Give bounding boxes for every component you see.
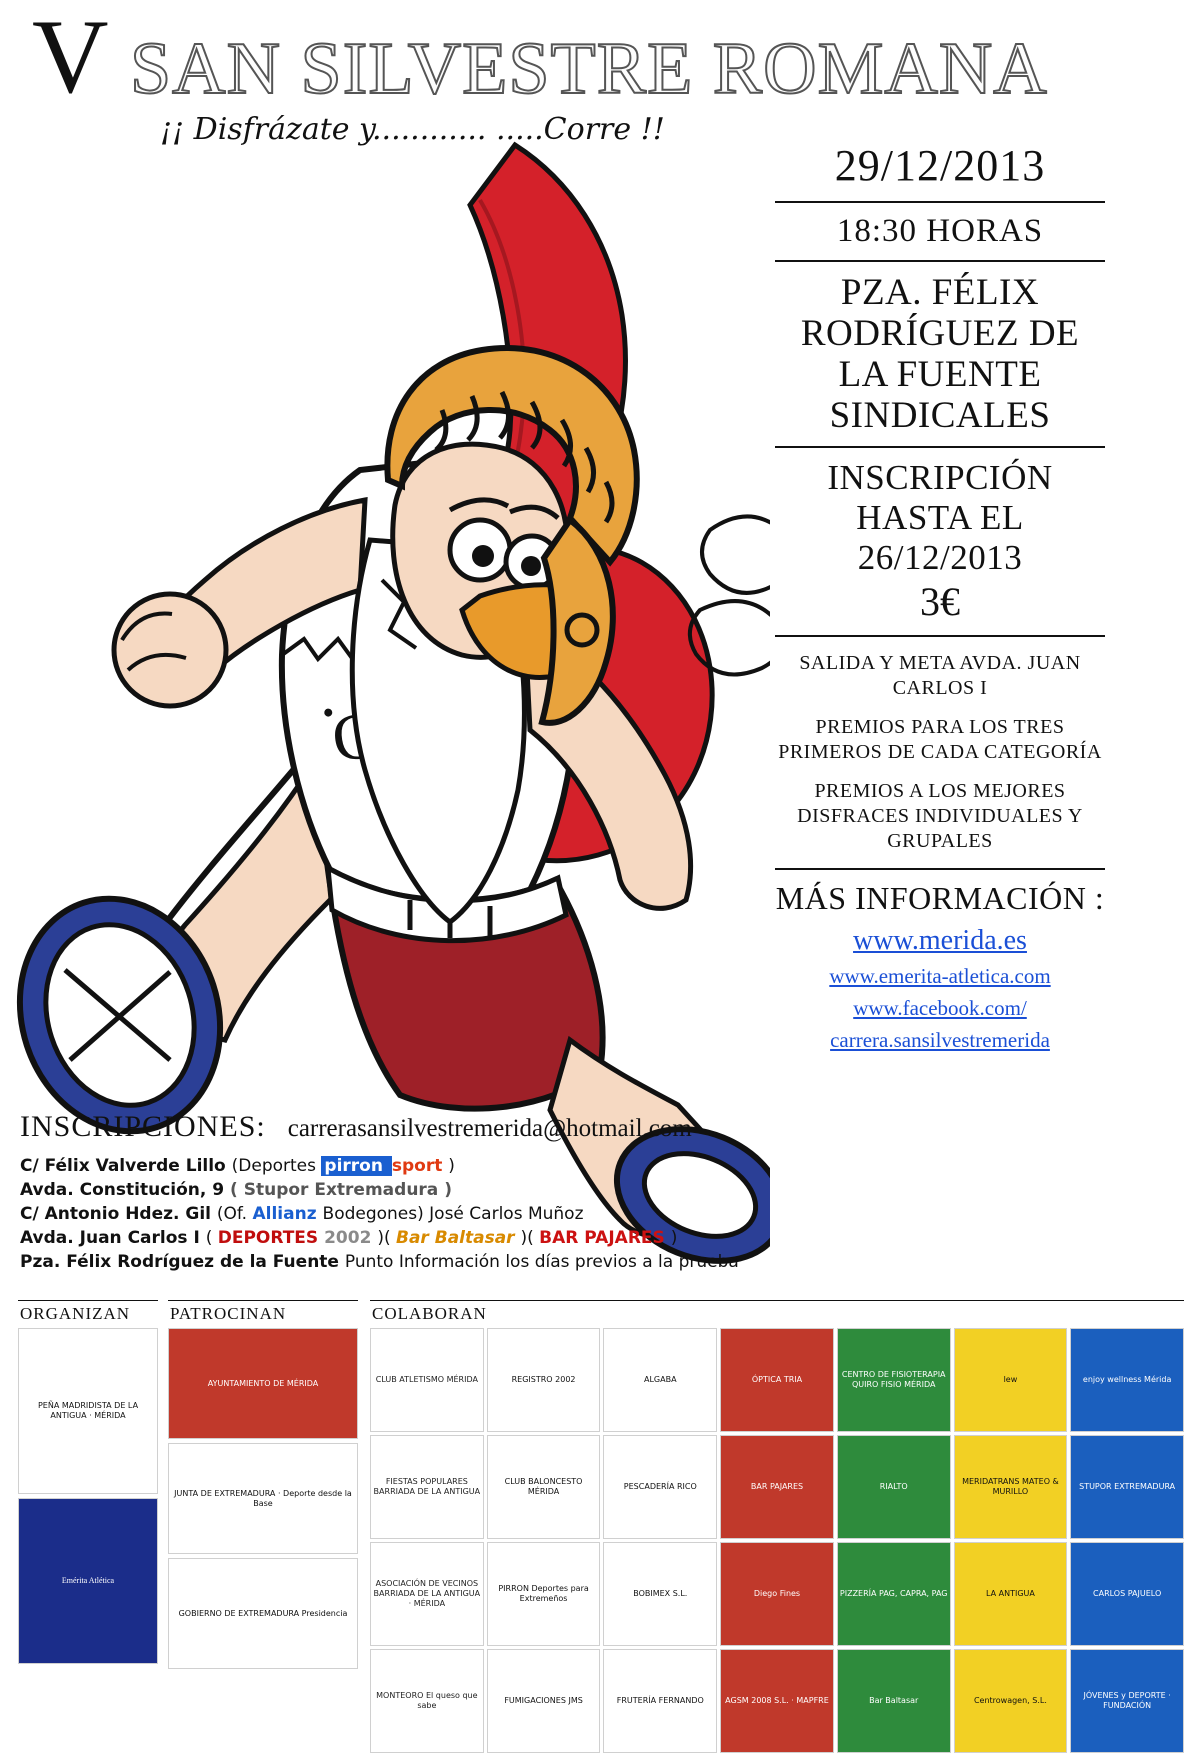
collaborator-logo: JÓVENES y DEPORTE · FUNDACIÓN [1070,1649,1184,1753]
collaborator-logo: MONTEORO El queso que sabe [370,1649,484,1753]
registration-point-place: Pza. Félix Rodríguez de la Fuente [20,1252,345,1272]
sponsors-label: PATROCINAN [170,1304,287,1323]
prizes-categories-info: PREMIOS PARA LOS TRES PRIMEROS DE CADA CATEGORÍA [778,716,1102,763]
collaborator-logo: PESCADERÍA RICO [603,1435,717,1539]
registration-point-detail: (Deportes [231,1156,322,1176]
organizer-logo: Emérita Atlética [18,1498,158,1664]
event-time: 18:30 HORAS [836,213,1044,249]
registration-point-detail: DEPORTES [217,1228,325,1248]
link-emerita-atletica[interactable]: www.emerita-atletica.com [829,964,1051,988]
collaborator-logo: FRUTERÍA FERNANDO [603,1649,717,1753]
collaborator-logo: STUPOR EXTREMADURA [1070,1435,1184,1539]
sponsor-logo: JUNTA DE EXTREMADURA · Deporte desde la Base [168,1443,358,1554]
collaborator-logo: CLUB ATLETISMO MÉRIDA [370,1328,484,1432]
collaborator-logo: LA ANTIGUA [954,1542,1068,1646]
collaborator-logo: ASOCIACIÓN DE VECINOS BARRIADA DE LA ANTIGUA · MÉRIDA [370,1542,484,1646]
registration-point-place: Avda. Juan Carlos I [20,1228,206,1248]
collaborator-logo: ALGABA [603,1328,717,1432]
event-date: 29/12/2013 [834,141,1046,190]
divider [775,635,1105,637]
collaborator-logo: CARLOS PAJUELO [1070,1542,1184,1646]
collaborator-logo: BOBIMEX S.L. [603,1542,717,1646]
registration-deadline: INSCRIPCIÓN HASTA EL 26/12/2013 [827,458,1053,577]
collaborator-logo: lew [954,1328,1068,1432]
registration-point-detail: BAR PAJARES [539,1228,671,1248]
registration-point [20,1178,760,1202]
registration-point-detail: Bodegones) José Carlos Muñoz [322,1204,584,1224]
collaborator-logo: FUMIGACIONES JMS [487,1649,601,1753]
divider [775,260,1105,262]
registration-point-detail: Bar Baltasar [396,1228,521,1248]
registration-point [20,1202,760,1226]
registration-point-detail: sport [391,1156,449,1176]
registration-point-detail: Allianz [252,1204,323,1224]
sponsor-logo: GOBIERNO DE EXTREMADURA Presidencia [168,1558,358,1669]
registration-point-place: Avda. Constitución, 9 [20,1180,231,1200]
link-merida[interactable]: www.merida.es [853,925,1027,956]
event-place: PZA. FÉLIX RODRÍGUEZ DE LA FUENTE SINDICALES [800,272,1080,436]
more-info-title: MÁS INFORMACIÓN : [775,880,1105,916]
collaborator-logo: MERIDATRANS MATEO & MURILLO [954,1435,1068,1539]
registration-point-detail: pirron [321,1156,391,1176]
link-facebook[interactable]: www.facebook.com/ [853,996,1027,1020]
collaborator-logo: FIESTAS POPULARES BARRIADA DE LA ANTIGUA [370,1435,484,1539]
registration-point [20,1250,760,1274]
collaborator-logo: AGSM 2008 S.L. · MAPFRE [720,1649,834,1753]
registration-point-place: C/ Antonio Hdez. Gil [20,1204,217,1224]
collaborator-logo: BAR PAJARES [720,1435,834,1539]
roman-runner-illustration [10,110,770,1280]
registration-point-detail: Punto Información los días previos a la prueba [344,1252,739,1272]
link-facebook-page[interactable]: carrera.sansilvestremerida [830,1028,1050,1052]
organizers-column [18,1300,158,1658]
collaborator-logo: CLUB BALONCESTO MÉRIDA [487,1435,601,1539]
registration-point-detail: ( Stupor Extremadura ) [230,1180,452,1200]
organizer-logo: PEÑA MADRIDISTA DE LA ANTIGUA · MÉRIDA [18,1328,158,1494]
registration-point-detail: ) [448,1156,455,1176]
registrations-block [20,1110,760,1274]
registration-point [20,1226,760,1250]
collaborator-logo: CENTRO DE FISIOTERAPIA QUIRO FISIO MÉRIDA [837,1328,951,1432]
collaborator-logo: Diego Fines [720,1542,834,1646]
registration-price: 3€ [920,579,960,624]
collaborator-logo: REGISTRO 2002 [487,1328,601,1432]
collaborator-logo: Bar Baltasar [837,1649,951,1753]
registration-point-detail: )( [377,1228,396,1248]
event-info-panel [775,140,1105,1053]
collaborator-logo: ÓPTICA TRIA [720,1328,834,1432]
registration-email[interactable]: carrerasansilvestremerida@hotmail.com [287,1115,692,1142]
registration-point-detail: 2002 [324,1228,378,1248]
poster-subtitle: ¡¡ Disfrázate y............ .....Corre !! [160,112,665,147]
registration-point-place: C/ Félix Valverde Lillo [20,1156,232,1176]
sponsor-strip [18,1300,1184,1710]
sponsor-logo: AYUNTAMIENTO DE MÉRIDA [168,1328,358,1439]
registration-point-detail: (Of. [216,1204,253,1224]
registration-point-detail: ( [205,1228,218,1248]
collaborator-logo: PIZZERÍA PAG, CAPRA, PAG [837,1542,951,1646]
collaborators-label: COLABORAN [372,1304,487,1323]
divider [775,868,1105,870]
collaborator-logo: Centrowagen, S.L. [954,1649,1068,1753]
collaborator-logo: PIRRON Deportes para Extremeños [487,1542,601,1646]
registration-points-list [20,1154,760,1274]
organizers-label: ORGANIZAN [20,1304,131,1323]
registrations-heading: INSCRIPCIONES: [20,1110,266,1143]
collaborator-logo: RIALTO [837,1435,951,1539]
collaborators-column [370,1300,1184,1710]
start-finish-info: SALIDA Y META AVDA. JUAN CARLOS I [799,652,1081,699]
edition-number: V [32,0,109,115]
poster-header [22,0,1162,120]
collaborator-logo: enjoy wellness Mérida [1070,1328,1184,1432]
prizes-costumes-info: PREMIOS A LOS MEJORES DISFRACES INDIVIDUALES Y GRUPALES [797,780,1083,852]
page-title: SAN SILVESTRE ROMANA [130,28,1048,110]
registration-point [20,1154,760,1178]
registration-point-detail: )( [520,1228,540,1248]
registration-point-detail: ) [670,1228,678,1248]
sponsors-column [168,1300,358,1658]
divider [775,446,1105,448]
divider [775,201,1105,203]
